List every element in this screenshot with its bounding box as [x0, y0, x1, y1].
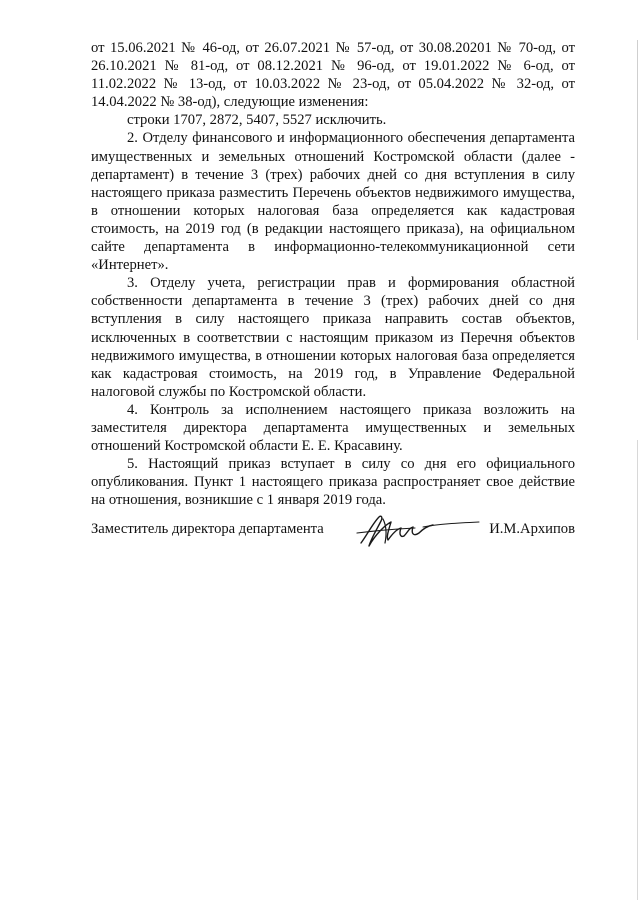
- paragraph-excluded-rows: строки 1707, 2872, 5407, 5527 исключить.: [127, 112, 387, 129]
- signatory-position: Заместитель директора департамента: [91, 521, 324, 537]
- signature-block: [91, 513, 575, 549]
- document-body: [91, 39, 575, 509]
- scan-edge-line: [637, 40, 638, 340]
- signatory-name: И.М.Архипов: [489, 521, 575, 537]
- paragraph-item-4: 4. Контроль за исполнением настоящего приказа возложить на заместителя директора департамента имущественных и земельных отношений Костромской области Е. Е. Красавину.: [91, 401, 575, 455]
- paragraph-amendment-list: от 15.06.2021 № 46-од, от 26.07.2021 № 57-од, от 30.08.20201 № 70-од, от 26.10.2021 № 81-од, от 08.12.2021 № 96-од, от 19.01.2022 № 6-од, от 11.02.2022 № 13-од, от 10.03.2022 № 23-од, от 05.04.2022 № 32-од, от 14.04.2022 № 38-од), следующие изменения:: [91, 40, 575, 111]
- paragraph-item-3: 3. Отделу учета, регистрации прав и формирования областной собственности департамента в течение 3 (трех) рабочих дней со дня вступления в силу настоящего приказа направить состав объектов, исключенных в соответствии с настоящим приказом из Перечня объектов недвижимого имущества, в отношении которых налоговая база определяется как кадастровая стоимость, на 2019 год, в Управление Федеральной налоговой службы по Костромской области.: [91, 275, 575, 400]
- handwritten-signature: [353, 513, 483, 549]
- scan-edge-line: [637, 440, 638, 900]
- paragraph-item-5: 5. Настоящий приказ вступает в силу со дня его официального опубликования. Пункт 1 настоящего приказа распространяет свое действие на отношения, возникшие с 1 января 2019 года.: [91, 456, 575, 509]
- paragraph-item-2: 2. Отделу финансового и информационного обеспечения департамента имущественных и земельных отношений Костромской области (далее - департамент) в течение 3 (трех) рабочих дней со дня вступления в силу настоящего приказа разместить Перечень объектов недвижимого имущества, в отношении которых налоговая база определяется как кадастровая стоимость, на 2019 год (в редакции настоящего приказа), на официальном сайте департамента в информационно-телекоммуникационной сети «Интернет».: [91, 130, 575, 274]
